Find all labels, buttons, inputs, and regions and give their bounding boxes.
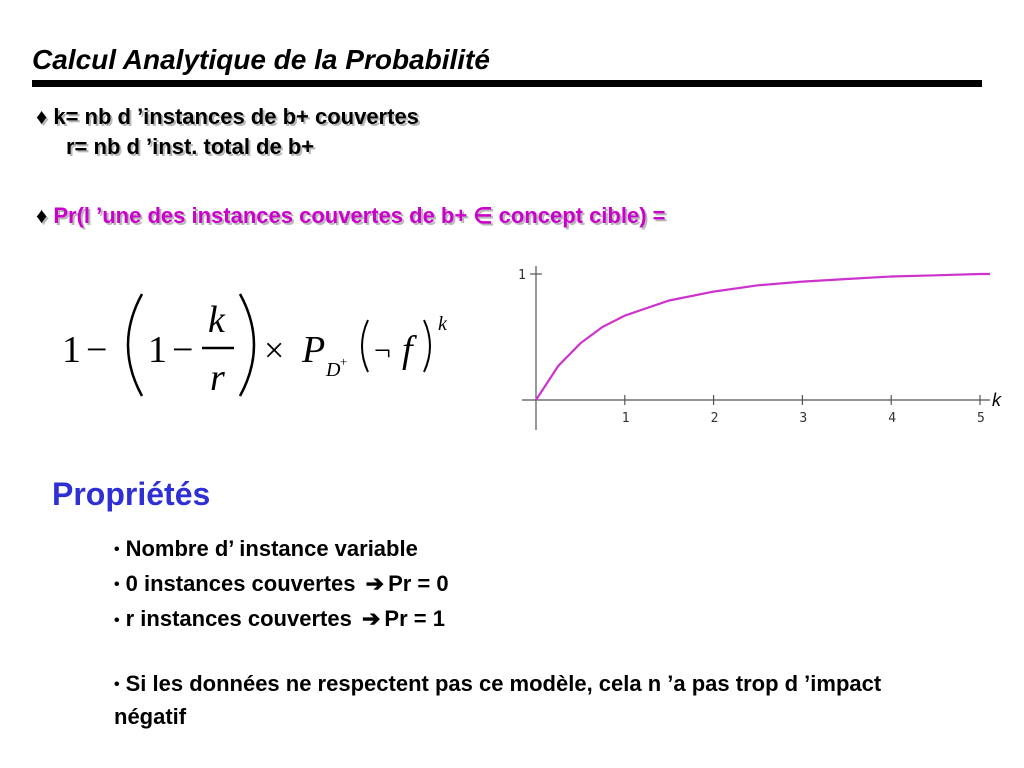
y-tick-label: 1 (518, 268, 526, 283)
property-result: Pr = 0 (388, 571, 449, 597)
diamond-bullet-icon: ♦ (36, 203, 48, 228)
x-tick-label: 1 (621, 411, 630, 426)
formula-minus-outer: − (86, 329, 108, 371)
formula-right-paren (240, 294, 254, 396)
x-axis-label: k (992, 390, 1001, 410)
probability-curve-chart (508, 260, 1018, 438)
formula-f: f (402, 329, 413, 371)
probability-statement (36, 203, 666, 229)
formula-one-outer: 1 (62, 329, 81, 371)
title-underline (32, 80, 982, 87)
definition-r: r= nb d ’inst. total de b+ (66, 134, 315, 159)
properties-heading: Propriétés (52, 476, 211, 512)
formula-numerator: k (208, 299, 225, 341)
probability-statement-text: Pr(l ’une des instances couvertes de b+ ∈ concept cible) = (47, 203, 666, 228)
definition-k: ♦ k= nb d ’instances de b+ couvertes (36, 104, 419, 129)
formula-minus-inner: − (172, 329, 194, 371)
properties-list (114, 532, 449, 638)
x-tick-label: 5 (977, 411, 985, 426)
arrow-right-icon: ➔ (365, 571, 385, 597)
property-result: Pr = 1 (384, 606, 445, 632)
bullet-dot: • (114, 541, 120, 559)
bullet-dot: • (114, 576, 120, 594)
formula-left-paren (128, 294, 142, 396)
formula-paren-close-small (424, 320, 430, 372)
formula-exponent: k (438, 313, 447, 335)
property-item (114, 567, 449, 602)
property-item (114, 532, 449, 567)
probability-formula (50, 280, 490, 410)
bullet-dot: • (114, 611, 120, 629)
formula-not: ¬ (374, 334, 391, 367)
arrow-right-icon: ➔ (361, 606, 381, 632)
final-remark-text: Si les données ne respectent pas ce modèle, cela n ’a pas trop d ’impact négatif (114, 671, 882, 730)
formula-times: × (264, 330, 285, 370)
x-tick-label: 3 (799, 411, 808, 426)
final-remark (114, 668, 954, 733)
property-text: 0 instances couvertes (125, 571, 356, 597)
slide-title: Calcul Analytique de la Probabilité (32, 44, 490, 75)
formula-D-plus: + (340, 354, 348, 369)
property-text: r instances couvertes (125, 606, 358, 632)
property-text: Nombre d’ instance variable (125, 536, 418, 561)
formula-denominator: r (210, 357, 225, 399)
probability-curve-line (536, 274, 990, 400)
formula-paren-open-small (362, 320, 368, 372)
property-item (114, 602, 449, 637)
x-tick-label: 4 (888, 411, 897, 426)
formula-D: D (326, 359, 341, 381)
formula-one-inner: 1 (148, 329, 167, 371)
x-tick-label: 2 (710, 411, 719, 426)
bullet-dot: • (114, 676, 120, 694)
formula-P: P (302, 329, 326, 371)
